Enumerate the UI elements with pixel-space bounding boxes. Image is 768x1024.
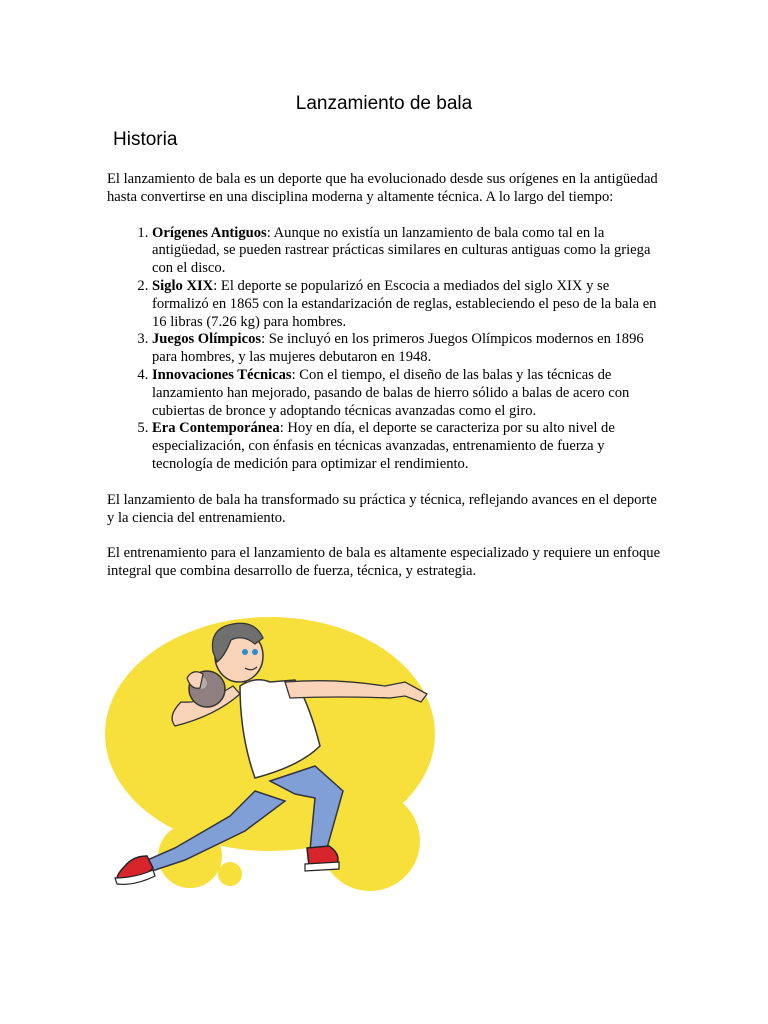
list-item-text: : Aunque no existía un lanzamiento de bala como tal en la antigüedad, se pueden rastrear prácticas similares en culturas antiguas como la griega con el disco.: [152, 224, 651, 277]
list-item-text: : Hoy en día, el deporte se caracteriza por su alto nivel de especialización, con énfasis en técnicas avanzadas, entrenamiento de fuerza y tecnología de medición para optimizar el rendimiento.: [152, 420, 615, 472]
history-list: [107, 225, 667, 474]
list-item-term: Siglo XIX: [152, 277, 214, 294]
document-title: Lanzamiento de bala: [295, 93, 473, 114]
list-item-text: : Se incluyó en los primeros Juegos Olímpicos modernos en 1896 para hombres, y las mujeres debutaron en 1948.: [152, 331, 644, 366]
section-heading: Historia: [113, 129, 178, 150]
list-item-term: Era Contemporánea: [152, 420, 280, 437]
paragraph-evolution: El lanzamiento de bala ha transformado su práctica y técnica, reflejando avances en el deporte y la ciencia del entrenamiento.: [107, 491, 657, 526]
list-item-term: Innovaciones Técnicas: [152, 366, 292, 383]
paragraph-training: El entrenamiento para el lanzamiento de bala es altamente especializado y requiere un enfoque integral que combina desarrollo de fuerza, técnica, y estrategia.: [107, 545, 661, 579]
list-item: [152, 331, 667, 367]
list-item-term: Orígenes Antiguos: [152, 224, 267, 241]
list-item: [152, 367, 667, 420]
list-item-text: : El deporte se popularizó en Escocia a mediados del siglo XIX y se formalizó en 1865 con la estandarización de reglas, estableciendo el peso de la bala en 16 libras (7.26 kg) para hombres.: [152, 277, 657, 330]
list-item-term: Juegos Olímpicos: [152, 331, 262, 348]
right-shoe-sole: [305, 862, 339, 871]
paragraph-spacer: [107, 527, 667, 545]
list-item-text: : Con el tiempo, el diseño de las balas y las técnicas de lanzamiento han mejorado, pasando de balas de hierro sólido a balas de acero con cubiertas de bronce y adoptando técnicas avanzadas como el giro.: [152, 366, 630, 419]
list-item: [152, 225, 667, 278]
list-item: [152, 420, 667, 473]
eye: [252, 649, 258, 655]
eye: [242, 649, 248, 655]
yellow-background-circle-tiny: [218, 862, 242, 886]
shot-put-illustration: [105, 616, 435, 898]
document-body: [107, 171, 667, 581]
list-item: [152, 278, 667, 331]
intro-paragraph: El lanzamiento de bala es un deporte que ha evolucionado desde sus orígenes en la antigüedad hasta convertirse en una disciplina moderna y altamente técnica. A lo largo del tiempo:: [107, 171, 658, 205]
